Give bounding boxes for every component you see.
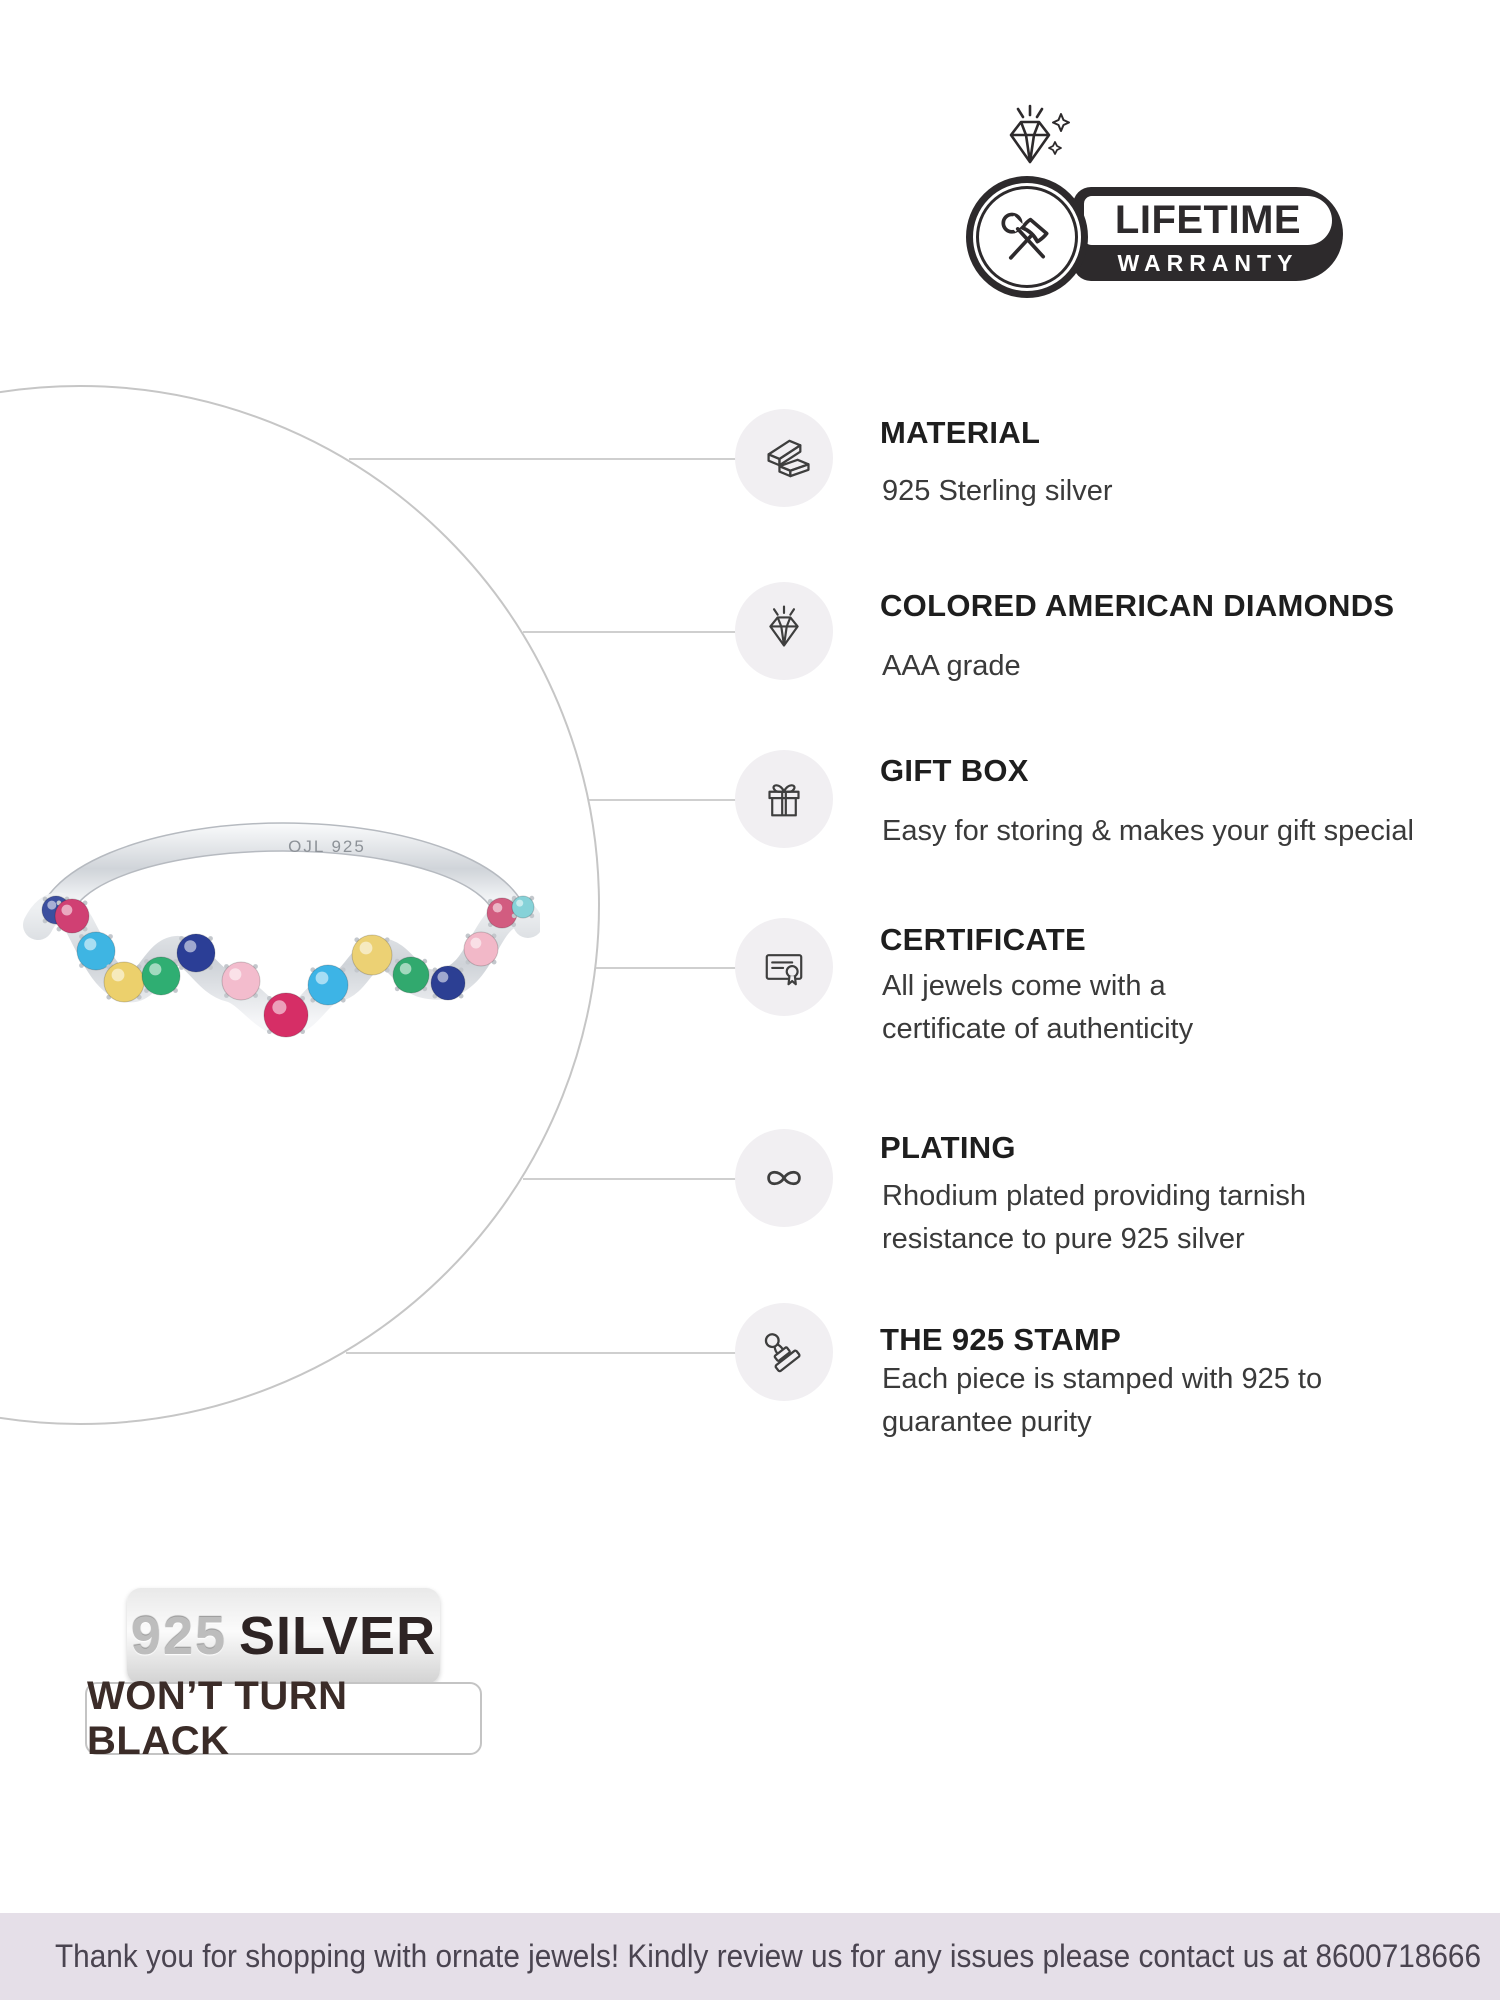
feature-sub-plating: Rhodium plated providing tarnish resistance to pure 925 silver [882, 1180, 1306, 1255]
warranty-line1: LIFETIME [1114, 198, 1302, 242]
feature-sub-material: 925 Sterling silver [882, 475, 1113, 507]
connector-line-certificate [596, 967, 736, 969]
feature-title-giftbox: GIFT BOX [880, 753, 1029, 788]
feature-sub-certificate: All jewels come with a certificate of authenticity [882, 970, 1194, 1045]
warranty-pill [1073, 187, 1343, 281]
stamp-icon-circle [735, 1303, 833, 1401]
feature-title-certificate: CERTIFICATE [880, 922, 1086, 957]
connector-line-diamonds [523, 631, 736, 633]
diamonds-icon-circle [735, 582, 833, 680]
ring-band [38, 823, 528, 925]
material-icon-circle [735, 409, 833, 507]
plating-icon-circle [735, 1129, 833, 1227]
warranty-line2: WARRANTY [1117, 249, 1299, 276]
feature-sub-stamp: Each piece is stamped with 925 to guarantee purity [882, 1363, 1323, 1438]
gift-box-icon [755, 770, 813, 828]
feature-title-stamp: THE 925 STAMP [880, 1322, 1122, 1357]
silver-925-number: 925 [130, 1606, 228, 1666]
wont-turn-black-badge [85, 1673, 482, 1763]
connector-line-plating [523, 1178, 736, 1180]
footer-bar [0, 1913, 1500, 2000]
footer-message: Thank you for shopping with ornate jewels! Kindly review us for any issues please contact us at 8600718666 [55, 1938, 1482, 1974]
silver-925-badge [127, 1588, 440, 1684]
silver-bars-icon [755, 429, 813, 487]
wont-turn-black-label: WON’T TURN BLACK [87, 1673, 348, 1763]
feature-title-material: MATERIAL [880, 415, 1041, 450]
giftbox-icon-circle [735, 750, 833, 848]
warranty-circle [966, 176, 1088, 298]
diamond-icon [755, 602, 813, 660]
connector-line-giftbox [589, 799, 736, 801]
connector-line-stamp [346, 1352, 736, 1354]
diamond-sparkle-icon [975, 100, 1085, 176]
certificate-icon-circle [735, 918, 833, 1016]
connector-line-material [349, 458, 736, 460]
stamp-icon [755, 1323, 813, 1381]
ring-engraving: OJL 925 [288, 837, 366, 856]
wrench-hammer-icon [990, 200, 1064, 274]
feature-title-diamonds: COLORED AMERICAN DIAMONDS [880, 588, 1395, 623]
feature-sub-giftbox: Easy for storing & makes your gift special [882, 815, 1414, 847]
silver-925-word: SILVER [239, 1606, 437, 1666]
feature-sub-diamonds: AAA grade [882, 650, 1021, 682]
feature-title-plating: PLATING [880, 1130, 1016, 1165]
infinity-icon [755, 1149, 813, 1207]
ring-image [20, 795, 540, 1135]
certificate-icon [755, 938, 813, 996]
